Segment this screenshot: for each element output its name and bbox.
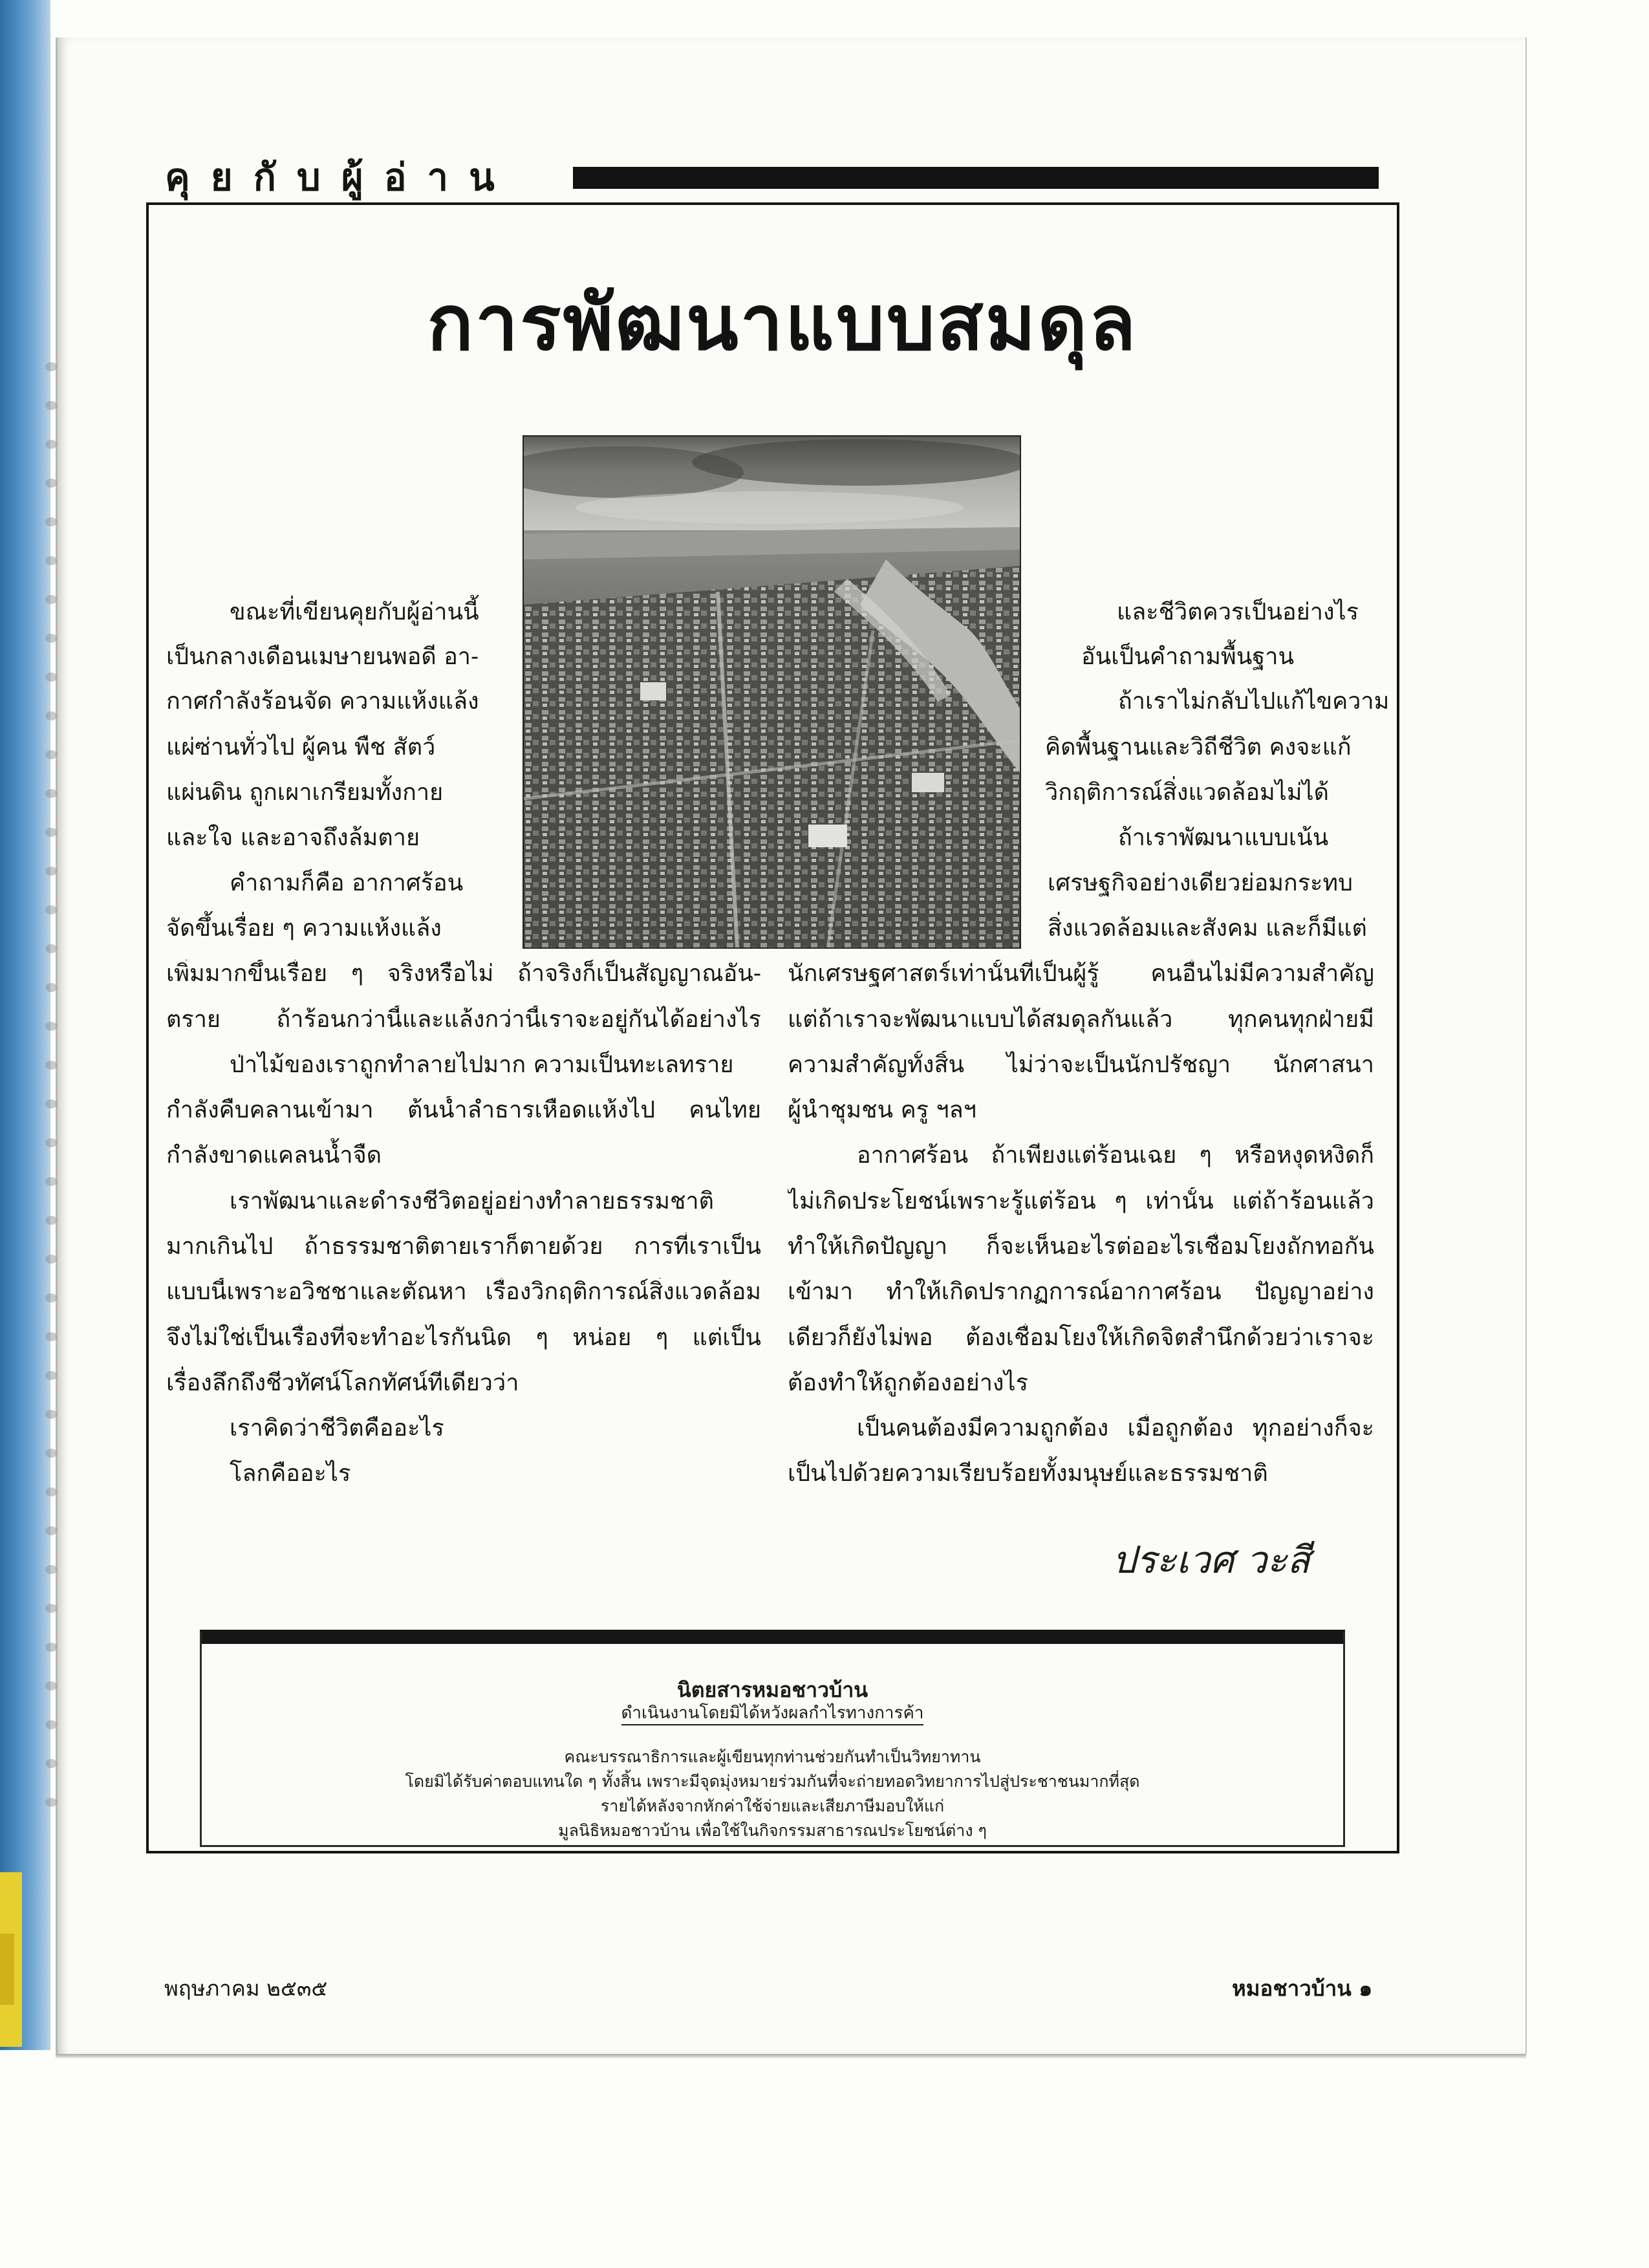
binding-hole bbox=[45, 634, 57, 643]
body-text-line: เป็นคนต้องมีความถูกต้อง เมื่อถูกต้อง ทุกอย่างก็จะ bbox=[857, 1415, 1374, 1442]
body-text-line: เข้ามา ทำให้เกิดปรากฏการณ์อากาศร้อน ปัญญาอย่าง bbox=[788, 1279, 1374, 1305]
body-text-line: ขณะที่เขียนคุยกับผู้อ่านนี้ bbox=[230, 599, 479, 625]
footer-subtitle-text: ดำเนินงานโดยมิได้หวังผลกำไรทางการค้า bbox=[621, 1703, 924, 1725]
binding-hole bbox=[45, 1449, 57, 1458]
body-text-line: ตราย ถ้าร้อนกว่านี้และแล้งกว่านี้เราจะอยู่กันได้อย่างไร bbox=[166, 1006, 761, 1033]
binding-hole bbox=[45, 1720, 57, 1729]
page-edge bbox=[56, 2054, 1526, 2059]
body-text-line: ป่าไม้ของเราถูกทำลายไปมาก ความเป็นทะเลทราย bbox=[230, 1052, 734, 1078]
body-text-line: ถ้าเราไม่กลับไปแก้ไขความ bbox=[1118, 688, 1390, 715]
binding-hole bbox=[45, 401, 57, 410]
spine-yellow-shadow bbox=[0, 1934, 14, 2005]
footer-title: นิตยสารหมอชาวบ้าน bbox=[676, 1678, 868, 1702]
binding-hole bbox=[45, 1099, 57, 1108]
body-text-line: แต่ถ้าเราจะพัฒนาแบบได้สมดุลกันแล้ว ทุกคนทุกฝ่ายมี bbox=[788, 1006, 1374, 1033]
binding-hole bbox=[45, 1643, 57, 1652]
body-text-line: และใจ และอาจถึงล้มตาย bbox=[166, 825, 420, 851]
body-text-line: ต้องทำให้ถูกต้องอย่างไร bbox=[788, 1370, 1028, 1396]
binding-hole bbox=[45, 595, 57, 604]
body-text-line: คิดพื้นฐานและวิถีชีวิต คงจะแก้ bbox=[1045, 734, 1352, 761]
body-text-line: นักเศรษฐศาสตร์เท่านั้นที่เป็นผู้รู้ คนอื่นไม่มีความสำคัญ bbox=[788, 960, 1374, 987]
body-text-line: สิ่งแวดล้อมและสังคม และก็มีแต่ bbox=[1048, 915, 1367, 942]
body-text-line: เรื่องลึกถึงชีวทัศน์โลกทัศน์ทีเดียวว่า bbox=[166, 1370, 519, 1396]
binding-hole bbox=[45, 1293, 57, 1302]
binding-hole bbox=[45, 1216, 57, 1225]
binding-hole bbox=[45, 1487, 57, 1496]
body-text-line: ไม่เกิดประโยชน์เพราะรู้แต่ร้อน ๆ เท่านั้น แต่ถ้าร้อนแล้ว bbox=[788, 1188, 1374, 1215]
aerial-town-photo-icon bbox=[523, 435, 1021, 949]
body-text-line: ผู้นำชุมชน ครู ฯลฯ bbox=[788, 1097, 976, 1123]
binding-hole bbox=[45, 479, 57, 488]
binding-hole bbox=[45, 1138, 57, 1147]
body-text-line: เศรษฐกิจอย่างเดียวย่อมกระทบ bbox=[1048, 870, 1353, 896]
footer-line: โดยมิได้รับค่าตอบแทนใด ๆ ทั้งสิ้น เพราะมีจุดมุ่งหมายร่วมกันที่จะถ่ายทอดวิทยาการไปสู่ประชาชนมากที่สุด bbox=[405, 1772, 1140, 1791]
binding-hole bbox=[45, 1565, 57, 1574]
body-text-line: เป็นไปด้วยความเรียบร้อยทั้งมนุษย์และธรรมชาติ bbox=[788, 1460, 1268, 1487]
body-text-line: เพิ่มมากขึ้นเรื่อย ๆ จริงหรือไม่ ถ้าจริงก็เป็นสัญญาณอัน- bbox=[166, 960, 761, 987]
body-text-line: เดียวก็ยังไม่พอ ต้องเชื่อมโยงให้เกิดจิตสำนึกด้วยว่าเราจะ bbox=[788, 1324, 1374, 1351]
body-text-line: วิกฤติการณ์สิ่งแวดล้อมไม่ได้ bbox=[1045, 779, 1330, 806]
body-text-line: เป็นกลางเดือนเมษายนพอดี อา- bbox=[166, 643, 479, 670]
binding-hole bbox=[45, 556, 57, 565]
body-text-line: เราพัฒนาและดำรงชีวิตอยู่อย่างทำลายธรรมชาติ bbox=[230, 1188, 715, 1215]
section-heading: คุยกับผู้อ่าน bbox=[165, 155, 515, 199]
binding-hole bbox=[45, 983, 57, 992]
binding-hole bbox=[45, 944, 57, 953]
binding-hole bbox=[45, 1604, 57, 1613]
body-text-line: ความสำคัญทั้งสิ้น ไม่ว่าจะเป็นนักปรัชญา นักศาสนา bbox=[788, 1052, 1374, 1078]
body-text-line: จัดขึ้นเรื่อย ๆ ความแห้งแล้ง bbox=[166, 915, 442, 942]
binding-hole bbox=[45, 1371, 57, 1380]
body-text-line: แผ่ซ่านทั่วไป ผู้คน พืช สัตว์ bbox=[166, 734, 436, 761]
body-text-line: โลกคืออะไร bbox=[230, 1460, 351, 1487]
binding-hole bbox=[45, 1061, 57, 1070]
footer-line: รายได้หลังจากหักค่าใช้จ่ายและเสียภาษีมอบให้แก่ bbox=[600, 1797, 945, 1815]
body-text-line: เราคิดว่าชีวิตคืออะไร bbox=[230, 1415, 444, 1442]
binding-hole bbox=[45, 867, 57, 876]
binding-hole bbox=[45, 789, 57, 798]
footer-subtitle bbox=[200, 1700, 1345, 1726]
binding-hole bbox=[45, 1798, 57, 1807]
folio-date: พฤษภาคม ๒๕๓๕ bbox=[164, 1976, 328, 2001]
body-text-line: คำถามก็คือ อากาศร้อน bbox=[230, 870, 464, 896]
body-text-line: กำลังคืบคลานเข้ามา ต้นน้ำลำธารเหือดแห้งไป คนไทย bbox=[166, 1097, 761, 1123]
binding-hole bbox=[45, 362, 57, 371]
body-text-line: กำลังขาดแคลนน้ำจืด bbox=[166, 1142, 382, 1169]
body-text-line: อันเป็นคำถามพื้นฐาน bbox=[1081, 643, 1295, 670]
binding-hole bbox=[45, 828, 57, 837]
body-text-line: จึงไม่ใช่เป็นเรื่องที่จะทำอะไรกันนิด ๆ หน่อย ๆ แต่เป็น bbox=[166, 1324, 761, 1351]
binding-hole bbox=[45, 750, 57, 759]
binding-stitch-holes bbox=[35, 362, 74, 1837]
folio-page-number: หมอชาวบ้าน ๑ bbox=[1232, 1976, 1373, 2001]
author-signature: ประเวศ วะสี bbox=[1112, 1538, 1310, 1582]
body-text-line: อากาศร้อน ถ้าเพียงแต่ร้อนเฉย ๆ หรือหงุดหงิดก็ bbox=[857, 1142, 1374, 1169]
body-text-line: และชีวิตควรเป็นอย่างไร bbox=[1117, 599, 1359, 625]
body-text-line: มากเกินไป ถ้าธรรมชาติตายเราก็ตายด้วย การที่เราเป็น bbox=[166, 1233, 761, 1260]
binding-hole bbox=[45, 711, 57, 720]
binding-hole bbox=[45, 1759, 57, 1768]
footer-line: มูลนิธิหมอชาวบ้าน เพื่อใช้ในกิจกรรมสาธารณประโยชน์ต่าง ๆ bbox=[558, 1821, 987, 1840]
body-text-line: ถ้าเราพัฒนาแบบเน้น bbox=[1118, 825, 1329, 851]
body-text-line: แผ่นดิน ถูกเผาเกรียมทั้งกาย bbox=[166, 779, 444, 806]
body-text-line: กาศกำลังร้อนจัด ความแห้งแล้ง bbox=[166, 688, 479, 715]
binding-hole bbox=[45, 1410, 57, 1419]
binding-hole bbox=[45, 1681, 57, 1690]
binding-hole bbox=[45, 1255, 57, 1264]
binding-hole bbox=[45, 1022, 57, 1031]
binding-hole bbox=[45, 1526, 57, 1535]
binding-hole bbox=[45, 440, 57, 449]
article-title: การพัฒนาแบบสมดุล bbox=[427, 278, 1138, 367]
binding-hole bbox=[45, 673, 57, 682]
binding-hole bbox=[45, 905, 57, 914]
section-heading-rule bbox=[573, 167, 1379, 189]
binding-hole bbox=[45, 1332, 57, 1341]
binding-hole bbox=[45, 1177, 57, 1186]
footer-line: คณะบรรณาธิการและผู้เขียนทุกท่านช่วยกันทำเป็นวิทยาทาน bbox=[564, 1747, 981, 1766]
body-text-line: แบบนี้เพราะอวิชชาและตัณหา เรื่องวิกฤติการณ์สิ่งแวดล้อม bbox=[166, 1279, 761, 1305]
binding-hole bbox=[45, 517, 57, 526]
body-text-line: ทำให้เกิดปัญญา ก็จะเห็นอะไรต่ออะไรเชื่อมโยงถักทอกัน bbox=[788, 1233, 1374, 1260]
